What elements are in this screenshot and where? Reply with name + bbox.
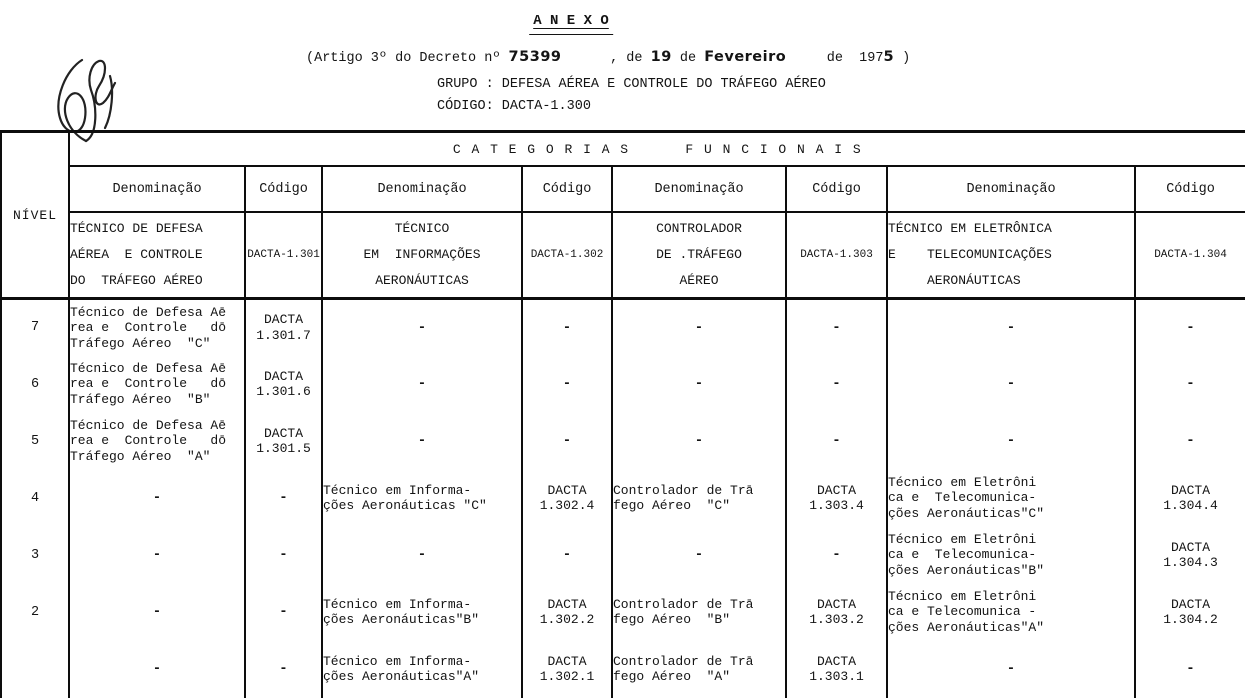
table-row <box>1 584 1245 641</box>
table-row <box>1 356 1245 413</box>
nivel-cell: 3 <box>30 547 40 563</box>
cell-text-line: rea e Controle dō <box>70 320 227 335</box>
nivel-cell: 7 <box>30 320 40 336</box>
cell-text-line: fego Aéreo "A" <box>613 669 731 684</box>
denominacao-cell <box>887 470 1135 527</box>
codigo-cell <box>522 470 612 527</box>
table-row <box>1 641 1245 698</box>
cell-text-line: Técnico em Informa- <box>323 653 472 669</box>
codigo-cell <box>522 584 612 641</box>
categoria-denominacao-header <box>612 212 786 299</box>
cell-text-line: DACTA <box>547 482 587 498</box>
empty-dash-cell: - <box>322 413 522 470</box>
cell-text-line: AERONÁUTICAS <box>375 273 469 288</box>
decree-subtitle <box>306 49 910 66</box>
cell-text-line: DACTA <box>1171 482 1211 498</box>
cell-text-line: DO TRÁFEGO AÉREO <box>70 273 203 288</box>
cell-text-line: AÉREO <box>679 273 719 288</box>
empty-dash-cell: - <box>887 299 1135 356</box>
cell-text-line: Técnico em Eletrôni <box>888 531 1037 547</box>
empty-dash-cell: - <box>612 299 786 356</box>
cell-text-line: ções Aeronáuticas "C" <box>323 498 487 513</box>
cell-text-line: rea e Controle dō <box>70 433 227 449</box>
nivel-cell: 4 <box>30 490 40 506</box>
codigo-column-header: Código <box>786 166 887 212</box>
codigo-cell <box>786 641 887 698</box>
subtitle-text: (Artigo 3º do Decreto nº <box>306 51 509 66</box>
empty-dash-cell: - <box>612 356 786 413</box>
denominacao-column-header: Denominação <box>612 166 786 212</box>
empty-dash-cell: - <box>522 527 612 584</box>
cell-text-line: ca e Telecomunica- <box>888 490 1037 506</box>
denominacao-cell <box>69 413 245 470</box>
denominacao-cell <box>322 584 522 641</box>
cell-text-line: fego Aéreo "C" <box>613 498 731 513</box>
subtitle-text: ) <box>894 51 911 66</box>
codigo-line: CÓDIGO: DACTA-1.300 <box>437 99 591 114</box>
codigo-cell <box>245 356 322 413</box>
empty-dash-cell: - <box>245 470 322 527</box>
codigo-cell <box>1135 470 1245 527</box>
cell-text-line: 1.304.4 <box>1163 498 1218 513</box>
subtitle-text: de 197 <box>786 51 884 66</box>
cell-text-line: DACTA <box>547 596 587 612</box>
cell-text-line: 1.302.4 <box>539 498 595 513</box>
empty-dash-cell: - <box>887 413 1135 470</box>
codigo-cell <box>522 641 612 698</box>
table-row <box>1 299 1245 356</box>
cell-text-line: TÉCNICO <box>394 221 450 236</box>
filled-in-value: 19 <box>650 49 672 65</box>
table-row <box>1 413 1245 470</box>
cell-text-line: Técnico em Eletrôni <box>888 474 1037 490</box>
empty-dash-cell: - <box>522 413 612 470</box>
denominacao-cell <box>887 584 1135 641</box>
cell-text-line: 1.301.7 <box>256 327 311 343</box>
cell-text-line: Controlador de Trā <box>613 482 754 498</box>
codigo-cell <box>1135 527 1245 584</box>
nivel-column-header: NÍVEL <box>1 132 69 299</box>
codigo-column-header: Código <box>1135 166 1245 212</box>
cell-text-line: AERONÁUTICAS <box>888 273 1021 288</box>
nivel-cell <box>1 641 69 698</box>
page-title: A N E X O <box>529 13 613 35</box>
denominacao-cell <box>322 470 522 527</box>
codigo-column-header: Código <box>245 166 322 212</box>
denominacao-cell <box>322 641 522 698</box>
cell-text-line: Tráfego Aéreo "B" <box>70 391 211 407</box>
column-header-row <box>1 166 1245 212</box>
cell-text-line: 1.304.2 <box>1163 612 1218 627</box>
cell-text-line: fego Aéreo "B" <box>613 612 731 627</box>
cell-text-line: Técnico de Defesa Aē <box>70 304 227 320</box>
empty-dash-cell: - <box>612 413 786 470</box>
empty-dash-cell: - <box>1135 299 1245 356</box>
denominacao-cell <box>69 356 245 413</box>
codigo-cell <box>245 299 322 356</box>
table-banner-row <box>1 132 1245 167</box>
cell-text-line: ca e Telecomunica - <box>888 604 1037 620</box>
cell-text-line: TÉCNICO EM ELETRÔNICA <box>888 221 1052 236</box>
cell-text-line: rea e Controle dō <box>70 376 227 392</box>
empty-dash-cell: - <box>887 356 1135 413</box>
categoria-codigo-header: DACTA-1.303 <box>786 212 887 299</box>
empty-dash-cell: - <box>69 527 245 584</box>
empty-dash-cell: - <box>69 584 245 641</box>
empty-dash-cell: - <box>522 299 612 356</box>
codigo-cell <box>786 470 887 527</box>
cell-text-line: 1.302.1 <box>539 669 595 684</box>
cell-text-line: ca e Telecomunica- <box>888 547 1037 563</box>
codigo-cell <box>1135 584 1245 641</box>
cell-text-line: DE .TRÁFEGO <box>656 247 742 262</box>
categoria-denominacao-header <box>69 212 245 299</box>
cell-text-line: Tráfego Aéreo "A" <box>70 448 211 464</box>
cell-text-line: ções Aeronáuticas"A" <box>888 619 1045 635</box>
empty-dash-cell: - <box>786 356 887 413</box>
codigo-cell <box>786 584 887 641</box>
filled-in-value: Fevereiro <box>704 49 787 65</box>
empty-dash-cell: - <box>245 584 322 641</box>
empty-dash-cell: - <box>1135 356 1245 413</box>
cell-text-line: DACTA <box>816 482 856 498</box>
empty-dash-cell: - <box>245 527 322 584</box>
cell-text-line: AÉREA E CONTROLE <box>70 247 203 262</box>
empty-dash-cell: - <box>1135 413 1245 470</box>
filled-in-value: 5 <box>883 49 895 65</box>
denominacao-column-header: Denominação <box>69 166 245 212</box>
empty-dash-cell: - <box>786 527 887 584</box>
cell-text-line: 1.301.5 <box>256 441 311 456</box>
cell-text-line: DACTA <box>263 312 303 328</box>
subtitle-text: de <box>671 51 705 66</box>
categorias-funcionais-header: C A T E G O R I A S F U N C I O N A I S <box>69 132 1245 167</box>
empty-dash-cell: - <box>612 527 786 584</box>
cell-text-line: Técnico de Defesa Aē <box>70 417 227 433</box>
empty-dash-cell: - <box>245 641 322 698</box>
cell-text-line: Técnico em Informa- <box>323 482 472 498</box>
denominacao-cell <box>887 527 1135 584</box>
cell-text-line: TÉCNICO DE DEFESA <box>70 221 203 236</box>
empty-dash-cell: - <box>69 470 245 527</box>
nivel-cell: 2 <box>30 604 40 620</box>
subtitle-text: , de <box>561 51 651 66</box>
table-row <box>1 470 1245 527</box>
cell-text-line: Técnico em Informa- <box>323 596 472 612</box>
denominacao-column-header: Denominação <box>887 166 1135 212</box>
cell-text-line: Tráfego Aéreo "C" <box>70 335 211 351</box>
cell-text-line: DACTA <box>1171 539 1211 555</box>
cell-text-line: Técnico em Eletrôni <box>888 588 1037 604</box>
cell-text-line: Controlador de Trā <box>613 653 754 669</box>
nivel-cell: 5 <box>30 433 40 449</box>
empty-dash-cell: - <box>322 356 522 413</box>
cell-text-line: Controlador de Trā <box>613 596 754 612</box>
denominacao-cell <box>612 641 786 698</box>
categoria-codigo-header: DACTA-1.301 <box>245 212 322 299</box>
cell-text-line: Técnico de Defesa Aē <box>70 360 227 376</box>
empty-dash-cell: - <box>1135 641 1245 698</box>
cell-text-line: E TELECOMUNICAÇÕES <box>888 247 1052 262</box>
cell-text-line: ções Aeronáuticas"B" <box>323 612 480 627</box>
cell-text-line: DACTA <box>547 653 587 669</box>
cell-text-line: DACTA <box>263 368 303 384</box>
cell-text-line: 1.302.2 <box>539 612 595 627</box>
empty-dash-cell: - <box>322 299 522 356</box>
categoria-denominacao-header <box>322 212 522 299</box>
denominacao-cell <box>612 584 786 641</box>
table-row <box>1 527 1245 584</box>
categoria-codigo-header: DACTA-1.304 <box>1135 212 1245 299</box>
empty-dash-cell: - <box>786 299 887 356</box>
categoria-denominacao-header <box>887 212 1135 299</box>
empty-dash-cell: - <box>522 356 612 413</box>
cell-text-line: ções Aeronáuticas"B" <box>888 562 1045 578</box>
nivel-cell: 6 <box>30 376 40 392</box>
empty-dash-cell: - <box>786 413 887 470</box>
cell-text-line: ções Aeronáuticas"A" <box>323 669 480 684</box>
cell-text-line: DACTA <box>1171 596 1211 612</box>
categoria-codigo-header: DACTA-1.302 <box>522 212 612 299</box>
cell-text-line: 1.303.2 <box>809 612 864 627</box>
cell-text-line: CONTROLADOR <box>656 221 742 236</box>
cell-text-line: DACTA <box>263 425 303 441</box>
cell-text-line: 1.304.3 <box>1163 555 1218 570</box>
denominacao-cell <box>69 299 245 356</box>
categorias-funcionais-table <box>0 130 1245 698</box>
cell-text-line: DACTA <box>816 596 856 612</box>
codigo-column-header: Código <box>522 166 612 212</box>
empty-dash-cell: - <box>69 641 245 698</box>
cell-text-line: 1.303.4 <box>809 498 864 513</box>
group-header-row <box>1 212 1245 299</box>
denominacao-cell <box>612 470 786 527</box>
empty-dash-cell: - <box>322 527 522 584</box>
cell-text-line: 1.301.6 <box>256 384 311 399</box>
filled-in-value: 75399 <box>508 49 562 65</box>
cell-text-line: EM INFORMAÇÕES <box>363 247 481 262</box>
cell-text-line: 1.303.1 <box>809 669 864 684</box>
denominacao-column-header: Denominação <box>322 166 522 212</box>
codigo-cell <box>245 413 322 470</box>
grupo-line: GRUPO : DEFESA AÉREA E CONTROLE DO TRÁFEGO AÉREO <box>437 77 826 92</box>
empty-dash-cell: - <box>887 641 1135 698</box>
cell-text-line: ções Aeronáuticas"C" <box>888 505 1045 521</box>
cell-text-line: DACTA <box>816 653 856 669</box>
